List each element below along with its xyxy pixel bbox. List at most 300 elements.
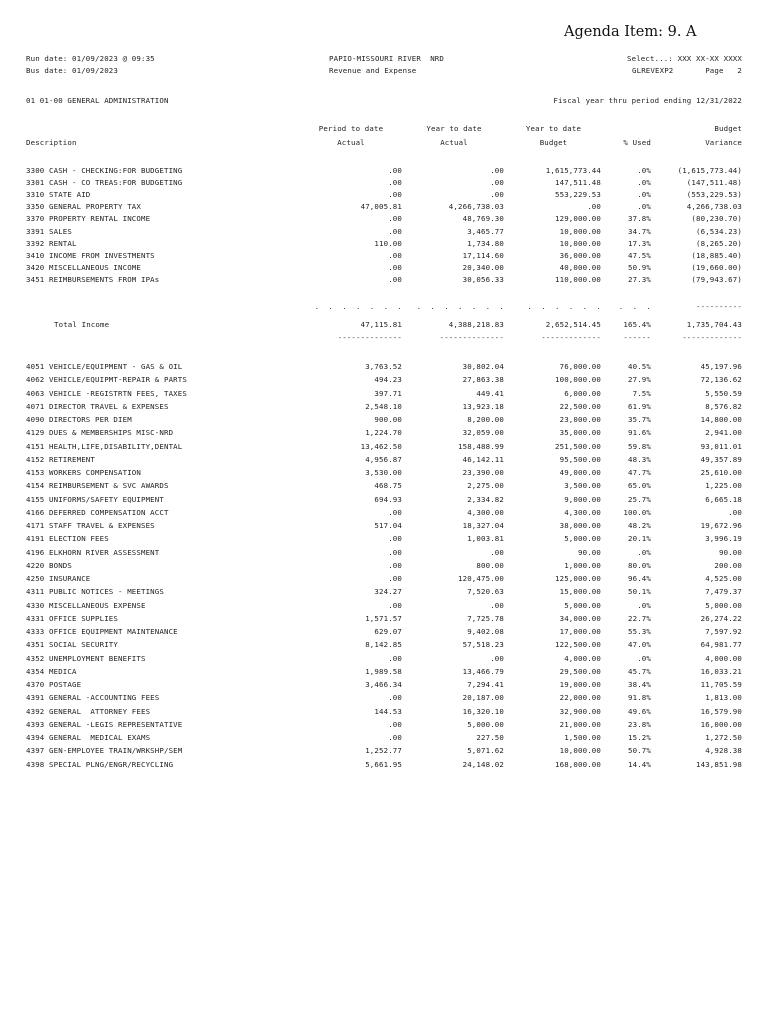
ytd-budget: 38,000.00 (559, 521, 601, 530)
col-budget-bottom: Budget (539, 138, 568, 147)
percent-used: 20.1% (628, 534, 651, 544)
period-actual: 4,956.87 (365, 454, 402, 464)
period-actual: 47,005.81 (360, 202, 402, 212)
page-number: Page 2 (705, 66, 742, 75)
table-row (0, 442, 770, 452)
ytd-actual: 57,518.23 (462, 640, 504, 650)
table-row (0, 627, 770, 637)
budget-variance: 16,000.00 (700, 719, 742, 729)
ytd-budget: 22,500.00 (559, 401, 601, 411)
table-row (0, 654, 770, 664)
budget-variance: 4,525.00 (705, 574, 742, 583)
dotted-rule: . . . . . . (527, 302, 601, 311)
account-description: 3350 GENERAL PROPERTY TAX (26, 202, 141, 212)
ytd-actual: 20,340.00 (462, 262, 504, 272)
account-description: 4062 VEHICLE/EQUIPMT-REPAIR & PARTS (26, 375, 187, 385)
ytd-budget: 251,500.00 (555, 441, 601, 451)
dashed-rule: ------------- (541, 333, 601, 342)
ytd-budget: 36,000.00 (559, 250, 601, 260)
account-description: 4071 DIRECTOR TRAVEL & EXPENSES (26, 401, 169, 411)
program-name: GLREVEXP2 (632, 66, 674, 75)
ytd-actual: .00 (490, 600, 504, 610)
table-row (0, 415, 770, 425)
budget-variance: 4,000.00 (705, 653, 742, 663)
ytd-actual: 32,059.00 (462, 428, 504, 438)
run-date: Run date: 01/09/2023 @ 09:35 (26, 54, 155, 63)
ytd-actual: 1,003.81 (467, 534, 504, 544)
percent-used: 48.2% (628, 521, 651, 530)
account-description: 3310 STATE AID (26, 190, 91, 200)
col-ytd-bottom: Actual (440, 138, 468, 147)
ytd-actual: 46,142.11 (462, 454, 504, 464)
ytd-actual: 17,114.60 (462, 250, 504, 260)
table-row (0, 275, 770, 285)
ytd-actual: 7,520.63 (467, 587, 504, 597)
ytd-budget: 9,000.00 (564, 494, 601, 504)
period-actual: 144.53 (374, 706, 402, 716)
table-row (0, 495, 770, 505)
budget-variance: 200.00 (714, 560, 742, 570)
period-actual: .00 (388, 653, 402, 663)
ytd-actual: 13,923.18 (462, 401, 504, 411)
ytd-budget: 35,000.00 (559, 428, 601, 438)
account-description: 4397 GEN-EMPLOYEE TRAIN/WRKSHP/SEM (26, 746, 183, 756)
ytd-budget: 34,000.00 (559, 613, 601, 623)
period-actual: .00 (388, 250, 402, 260)
budget-variance: (80,230.70) (691, 214, 742, 224)
col-percent-used: % Used (623, 138, 651, 147)
dotted-rule: . . . (618, 302, 651, 311)
table-row (0, 601, 770, 611)
percent-used: 35.7% (628, 415, 651, 424)
percent-used: 38.4% (628, 680, 651, 689)
ytd-actual: .00 (490, 653, 504, 663)
period-actual: 1,989.58 (365, 666, 402, 676)
period-actual: .00 (388, 190, 402, 200)
table-row (0, 760, 770, 770)
table-row (0, 680, 770, 690)
total-percent: 165.4% (623, 320, 651, 329)
table-row (0, 455, 770, 465)
period-actual: 694.93 (374, 494, 402, 504)
ytd-budget: 168,000.00 (555, 759, 601, 769)
table-row (0, 239, 770, 249)
period-actual: .00 (388, 214, 402, 224)
account-description: 3451 REIMBURSEMENTS FROM IPAs (26, 274, 160, 284)
ytd-actual: 5,000.00 (467, 719, 504, 729)
account-description: 3420 MISCELLANEOUS INCOME (26, 262, 141, 272)
ytd-actual: 13,466.79 (462, 666, 504, 676)
percent-used: .0% (637, 178, 651, 188)
fiscal-period: Fiscal year thru period ending 12/31/2022 (553, 96, 742, 105)
table-row (0, 166, 770, 176)
selection-criteria: Select...: XXX XX-XX XXXX (627, 54, 742, 63)
account-description: 4153 WORKERS COMPENSATION (26, 468, 141, 477)
period-actual: .00 (388, 534, 402, 544)
period-actual: .00 (388, 226, 402, 236)
budget-variance: 7,479.37 (705, 587, 742, 597)
budget-variance: 2,941.00 (705, 428, 742, 438)
account-description: 4333 OFFICE EQUIPMENT MAINTENANCE (26, 627, 178, 636)
ytd-budget: 29,500.00 (559, 666, 601, 676)
total-variance: 1,735,704.43 (686, 320, 742, 329)
budget-variance: 4,928.38 (705, 746, 742, 756)
account-description: 4151 HEALTH,LIFE,DISABILITY,DENTAL (26, 441, 183, 451)
ytd-budget: 3,500.00 (564, 481, 601, 491)
ytd-budget: 125,000.00 (555, 574, 601, 583)
ytd-actual: 449.41 (476, 388, 504, 398)
percent-used: 45.7% (628, 666, 651, 676)
col-period-bottom: Actual (337, 138, 365, 147)
percent-used: 47.7% (628, 468, 651, 477)
period-actual: .00 (388, 693, 402, 703)
period-actual: 1,571.57 (365, 613, 402, 623)
table-row (0, 720, 770, 730)
period-actual: 517.04 (374, 521, 402, 530)
account-description: 4129 DUES & MEMBERSHIPS MISC-NRD (26, 428, 174, 438)
period-actual: 468.75 (374, 481, 402, 491)
account-description: 4330 MISCELLANEOUS EXPENSE (26, 600, 146, 610)
ytd-budget: 147,511.48 (555, 178, 601, 188)
ytd-actual: 20,187.00 (462, 693, 504, 703)
ytd-budget: .00 (587, 202, 601, 212)
account-description: 4155 UNIFORMS/SAFETY EQUIPMENT (26, 494, 164, 504)
period-actual: .00 (388, 733, 402, 742)
period-actual: 494.23 (374, 375, 402, 385)
dashed-rule: ---------- (696, 302, 742, 311)
ytd-budget: 129,000.00 (555, 214, 601, 224)
col-variance-bottom: Variance (705, 138, 742, 147)
ytd-budget: 122,500.00 (555, 640, 601, 650)
period-actual: 1,224.70 (365, 428, 402, 438)
budget-variance: 64,981.77 (700, 640, 742, 650)
ytd-budget: 5,000.00 (564, 600, 601, 610)
budget-variance: (147,511.48) (686, 178, 742, 188)
budget-variance: 19,672.96 (700, 521, 742, 530)
percent-used: 55.3% (628, 627, 651, 636)
table-row (0, 251, 770, 261)
account-description: 4354 MEDICA (26, 666, 77, 676)
ytd-actual: 27,863.38 (462, 375, 504, 385)
budget-variance: 5,550.59 (705, 388, 742, 398)
table-row (0, 508, 770, 518)
ytd-actual: 18,327.04 (462, 521, 504, 530)
table-row (0, 389, 770, 399)
period-actual: 13,462.50 (360, 441, 402, 451)
table-row (0, 263, 770, 273)
budget-variance: 11,705.59 (700, 680, 742, 689)
budget-variance: 14,800.00 (700, 415, 742, 424)
ytd-actual: 1,734.80 (467, 238, 504, 248)
dotted-rule: . . . . . . . (314, 302, 402, 311)
account-description: 4191 ELECTION FEES (26, 534, 109, 544)
budget-variance: 8,576.82 (705, 401, 742, 411)
period-actual: 3,763.52 (365, 362, 402, 371)
percent-used: 25.7% (628, 494, 651, 504)
table-row (0, 667, 770, 677)
account-description: 3391 SALES (26, 226, 72, 236)
table-row (0, 640, 770, 650)
account-description: 4196 ELKHORN RIVER ASSESSMENT (26, 547, 160, 557)
table-row (0, 202, 770, 212)
table-row (0, 402, 770, 412)
budget-variance: (1,615,773.44) (677, 166, 742, 175)
account-description: 4394 GENERAL MEDICAL EXAMS (26, 733, 151, 742)
budget-variance: 16,033.21 (700, 666, 742, 676)
period-actual: 5,661.95 (365, 759, 402, 769)
budget-variance: (553,229.53) (686, 190, 742, 200)
budget-variance: (8,265.20) (696, 238, 742, 248)
dashed-rule: -------------- (337, 333, 402, 342)
table-row (0, 521, 770, 531)
table-row (0, 178, 770, 188)
budget-variance: 3,996.19 (705, 534, 742, 544)
account-description: 4351 SOCIAL SECURITY (26, 640, 118, 650)
ytd-budget: 40,000.00 (559, 262, 601, 272)
table-row (0, 190, 770, 200)
ytd-budget: 100,000.00 (555, 375, 601, 385)
table-row (0, 468, 770, 478)
period-actual: 8,142.85 (365, 640, 402, 650)
budget-variance: 16,579.90 (700, 706, 742, 716)
table-row (0, 548, 770, 558)
budget-variance: (6,534.23) (696, 226, 742, 236)
budget-variance: (18,885.40) (691, 250, 742, 260)
account-description: 4090 DIRECTORS PER DIEM (26, 415, 132, 424)
ytd-budget: 1,000.00 (564, 560, 601, 570)
ytd-budget: 1,500.00 (564, 733, 601, 742)
col-variance-top: Budget (714, 124, 742, 133)
ytd-actual: 16,320.10 (462, 706, 504, 716)
period-actual: .00 (388, 274, 402, 284)
budget-variance: 1,813.00 (705, 693, 742, 703)
dashed-rule: ------ (623, 333, 651, 342)
col-period-top: Period to date (318, 124, 384, 133)
account-description: 3392 RENTAL (26, 238, 77, 248)
account-description: 3410 INCOME FROM INVESTMENTS (26, 250, 155, 260)
ytd-actual: 24,148.02 (462, 759, 504, 769)
account-description: 4171 STAFF TRAVEL & EXPENSES (26, 521, 155, 530)
budget-variance: 1,225.00 (705, 481, 742, 491)
ytd-budget: 23,000.00 (559, 415, 601, 424)
percent-used: 37.8% (628, 214, 651, 224)
period-actual: 629.07 (374, 627, 402, 636)
budget-variance: (19,660.00) (691, 262, 742, 272)
table-row (0, 481, 770, 491)
ytd-budget: 49,000.00 (559, 468, 601, 477)
ytd-budget: 1,615,773.44 (545, 166, 601, 175)
ytd-budget: 110,000.00 (555, 274, 601, 284)
ytd-actual: 800.00 (476, 560, 504, 570)
period-actual: 3,530.00 (365, 468, 402, 477)
period-actual: .00 (388, 560, 402, 570)
period-actual: .00 (388, 574, 402, 583)
account-description: 4391 GENERAL -ACCOUNTING FEES (26, 693, 160, 703)
ytd-actual: 30,802.04 (462, 362, 504, 371)
ytd-actual: 7,294.41 (467, 680, 504, 689)
budget-variance: 4,266,738.03 (686, 202, 742, 212)
percent-used: 59.8% (628, 441, 651, 451)
percent-used: 100.0% (623, 507, 651, 517)
dashed-rule: ------------- (682, 333, 742, 342)
percent-used: 50.7% (628, 746, 651, 756)
percent-used: .0% (637, 653, 651, 663)
percent-used: 65.0% (628, 481, 651, 491)
percent-used: 27.9% (628, 375, 651, 385)
budget-variance: 26,274.22 (700, 613, 742, 623)
ytd-budget: 95,500.00 (559, 454, 601, 464)
period-actual: .00 (388, 547, 402, 557)
budget-variance: 1,272.50 (705, 733, 742, 742)
table-row (0, 574, 770, 584)
ytd-actual: 4,300.00 (467, 507, 504, 517)
table-row (0, 214, 770, 224)
budget-variance: 25,610.00 (700, 468, 742, 477)
budget-variance: 90.00 (719, 547, 742, 557)
account-description: 4220 BONDS (26, 560, 72, 570)
period-actual: 397.71 (374, 388, 402, 398)
ytd-actual: 23,390.00 (462, 468, 504, 477)
account-description: 4331 OFFICE SUPPLIES (26, 613, 118, 623)
ytd-actual: .00 (490, 166, 504, 175)
ytd-actual: 8,200.00 (467, 415, 504, 424)
table-row (0, 587, 770, 597)
account-description: 3301 CASH - CO TREAS:FOR BUDGETING (26, 178, 183, 188)
account-description: 4393 GENERAL -LEGIS REPRESENTATIVE (26, 719, 183, 729)
total-ytd: 4,388,218.83 (448, 320, 504, 329)
budget-variance: 45,197.96 (700, 362, 742, 371)
period-actual: 110.00 (374, 238, 402, 248)
percent-used: 22.7% (628, 613, 651, 623)
ytd-actual: 48,769.30 (462, 214, 504, 224)
ytd-actual: .00 (490, 190, 504, 200)
organization-name: PAPIO-MISSOURI RIVER NRD (329, 54, 444, 63)
budget-variance: 72,136.62 (700, 375, 742, 385)
percent-used: 47.0% (628, 640, 651, 650)
table-row (0, 375, 770, 385)
percent-used: 91.6% (628, 428, 651, 438)
account-description: 4370 POSTAGE (26, 680, 82, 689)
ytd-budget: 32,900.00 (559, 706, 601, 716)
table-row (0, 746, 770, 756)
ytd-budget: 15,000.00 (559, 587, 601, 597)
table-row (0, 227, 770, 237)
dashed-rule: -------------- (439, 333, 504, 342)
ytd-actual: 7,725.78 (467, 613, 504, 623)
account-description: 4392 GENERAL ATTORNEY FEES (26, 706, 151, 716)
ytd-budget: 22,000.00 (559, 693, 601, 703)
account-description: 4154 REIMBURSEMENT & SVC AWARDS (26, 481, 169, 491)
account-description: 4063 VEHICLE -REGISTRTN FEES, TAXES (26, 388, 187, 398)
ytd-budget: 4,300.00 (564, 507, 601, 517)
ytd-actual: 30,056.33 (462, 274, 504, 284)
table-row (0, 614, 770, 624)
percent-used: .0% (637, 190, 651, 200)
ytd-actual: 120,475.00 (458, 574, 504, 583)
percent-used: 50.1% (628, 587, 651, 597)
total-period: 47,115.81 (360, 320, 402, 329)
account-description: 3300 CASH - CHECKING:FOR BUDGETING (26, 166, 183, 175)
period-actual: 1,252.77 (365, 746, 402, 756)
period-actual: .00 (388, 719, 402, 729)
col-ytd-top: Year to date (426, 124, 482, 133)
report-title: Revenue and Expense (329, 66, 417, 75)
ytd-actual: 158,488.99 (458, 441, 504, 451)
period-actual: .00 (388, 262, 402, 272)
account-description: 4051 VEHICLE/EQUIPMENT - GAS & OIL (26, 362, 183, 371)
percent-used: 40.5% (628, 362, 651, 371)
period-actual: 2,548.10 (365, 401, 402, 411)
table-row (0, 733, 770, 743)
budget-variance: 6,665.18 (705, 494, 742, 504)
period-actual: 324.27 (374, 587, 402, 597)
department-title: 01 01-00 GENERAL ADMINISTRATION (26, 96, 169, 105)
percent-used: 91.8% (628, 693, 651, 703)
ytd-budget: 5,000.00 (564, 534, 601, 544)
percent-used: 27.3% (628, 274, 651, 284)
ytd-actual: 2,275.00 (467, 481, 504, 491)
table-row (0, 428, 770, 438)
ytd-actual: 227.50 (476, 733, 504, 742)
account-description: 3370 PROPERTY RENTAL INCOME (26, 214, 151, 224)
percent-used: 48.3% (628, 454, 651, 464)
percent-used: 47.5% (628, 250, 651, 260)
account-description: 4398 SPECIAL PLNG/ENGR/RECYCLING (26, 759, 174, 769)
percent-used: .0% (637, 600, 651, 610)
table-row (0, 362, 770, 372)
ytd-actual: 9,402.08 (467, 627, 504, 636)
ytd-actual: 3,465.77 (467, 226, 504, 236)
agenda-item-label: Agenda Item: 9. A (564, 24, 697, 40)
ytd-actual: 2,334.82 (467, 494, 504, 504)
percent-used: 34.7% (628, 226, 651, 236)
account-description: 4250 INSURANCE (26, 574, 91, 583)
account-description: 4311 PUBLIC NOTICES - MEETINGS (26, 587, 164, 597)
budget-variance: 49,357.89 (700, 454, 742, 464)
total-budget: 2,652,514.45 (545, 320, 601, 329)
percent-used: .0% (637, 202, 651, 212)
percent-used: 96.4% (628, 574, 651, 583)
period-actual: .00 (388, 600, 402, 610)
period-actual: .00 (388, 507, 402, 517)
table-row (0, 534, 770, 544)
ytd-actual: .00 (490, 547, 504, 557)
ytd-budget: 553,229.53 (555, 190, 601, 200)
ytd-budget: 76,000.00 (559, 362, 601, 371)
bus-date: Bus date: 01/09/2023 (26, 66, 118, 75)
period-actual: .00 (388, 178, 402, 188)
period-actual: 900.00 (374, 415, 402, 424)
dotted-rule: . . . . . . . (416, 302, 504, 311)
percent-used: .0% (637, 166, 651, 175)
budget-variance: (79,943.67) (691, 274, 742, 284)
col-description: Description (26, 138, 77, 147)
percent-used: 80.0% (628, 560, 651, 570)
percent-used: 23.8% (628, 719, 651, 729)
percent-used: 7.5% (632, 388, 651, 398)
ytd-budget: 10,000.00 (559, 226, 601, 236)
income-total-row (0, 320, 770, 330)
ytd-budget: 19,000.00 (559, 680, 601, 689)
table-row (0, 707, 770, 717)
budget-variance: .00 (728, 507, 742, 517)
ytd-budget: 21,000.00 (559, 719, 601, 729)
budget-variance: 7,597.92 (705, 627, 742, 636)
ytd-budget: 4,000.00 (564, 653, 601, 663)
ytd-budget: 10,000.00 (559, 238, 601, 248)
budget-variance: 5,000.00 (705, 600, 742, 610)
total-label: Total Income (54, 320, 110, 329)
